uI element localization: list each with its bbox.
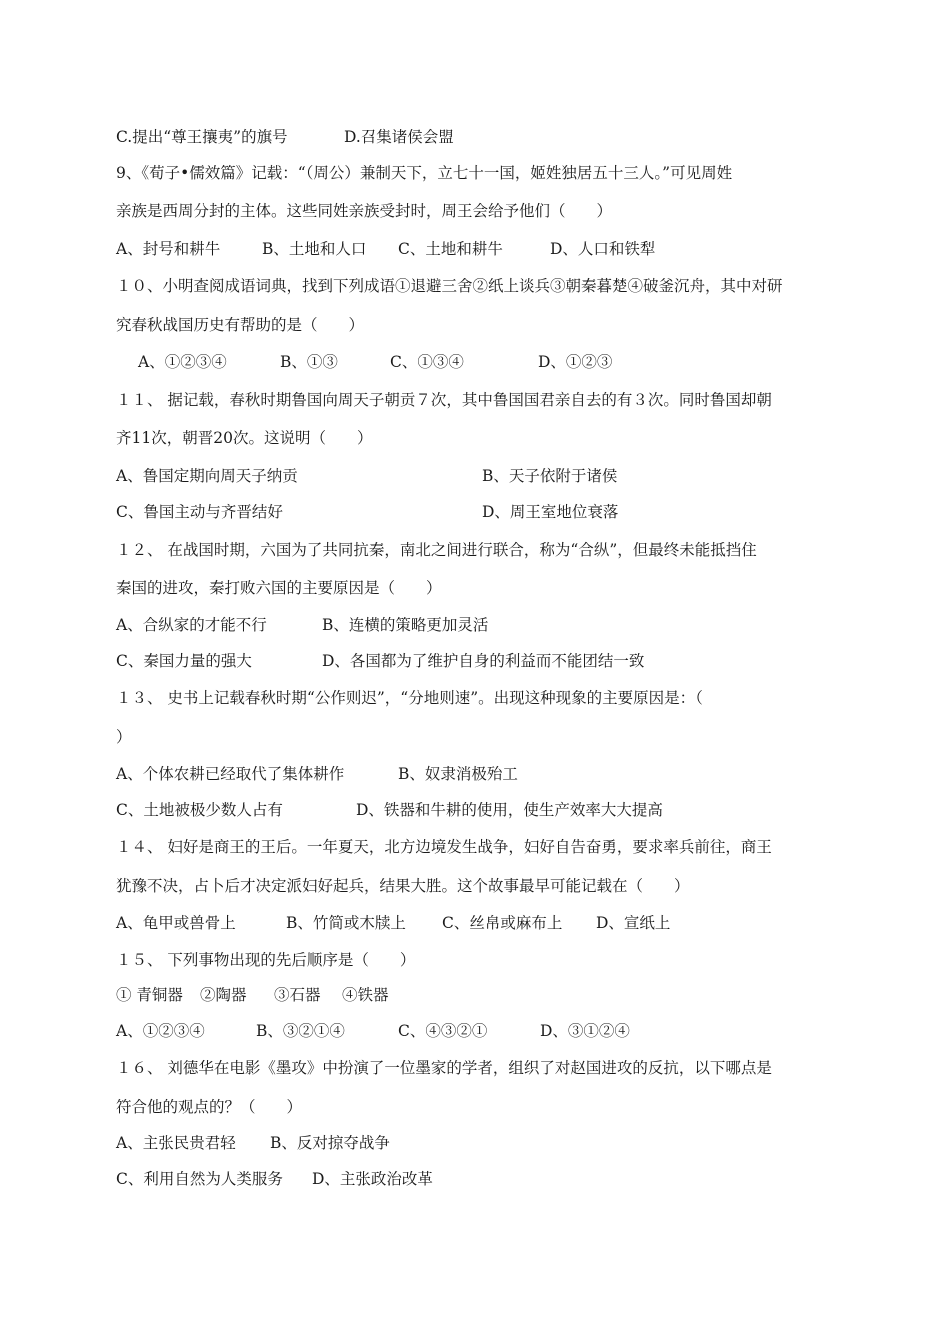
question-12-stem-line-1: １２、 在战国时期，六国为了共同抗秦，南北之间进行联合，称为“合纵”，但最终未能抵挡住 (116, 541, 757, 559)
question-14-stem-line-2: 犹豫不决，占卜后才决定派妇好起兵，结果大胜。这个故事最早可能记载在（ ） (116, 877, 690, 895)
question-15-stem: １５、 下列事物出现的先后顺序是（ ） (116, 951, 416, 969)
option-d: D、各国都为了维护自身的利益而不能团结一致 (322, 652, 645, 670)
option-a: A、个体农耕已经取代了集体耕作 (116, 765, 345, 783)
option-a: A、封号和耕牛 (116, 240, 221, 258)
question-13-stem-line-2: ） (116, 728, 132, 746)
option-d: D、周王室地位衰落 (482, 503, 619, 521)
option-b: B、土地和人口 (262, 240, 367, 258)
item-3: ③石器 (274, 986, 321, 1004)
option-a: A、合纵家的才能不行 (116, 616, 267, 634)
option-a: A、①②③④ (138, 353, 227, 371)
option-c: C、丝帛或麻布上 (442, 914, 563, 932)
question-10-stem-line-1: １０、小明查阅成语词典，找到下列成语①退避三舍②纸上谈兵③朝秦暮楚④破釜沉舟，其中对研 (116, 277, 783, 295)
question-11-stem-line-1: １１、 据记载，春秋时期鲁国向周天子朝贡７次，其中鲁国国君亲自去的有３次。同时鲁国却朝 (116, 391, 772, 409)
option-b: B、奴隶消极殆工 (398, 765, 518, 783)
item-2: ②陶器 (200, 986, 247, 1004)
option-b: B、反对掠夺战争 (270, 1134, 390, 1152)
question-12-stem-line-2: 秦国的进攻，秦打败六国的主要原因是（ ） (116, 579, 442, 597)
question-10-stem-line-2: 究春秋战国历史有帮助的是（ ） (116, 316, 365, 334)
option-d: D、③①②④ (540, 1022, 630, 1040)
question-16-stem-line-2: 符合他的观点的？（ ） (116, 1098, 303, 1116)
item-4: ④铁器 (342, 986, 389, 1004)
option-b: B、天子依附于诸侯 (482, 467, 618, 485)
option-c: C、鲁国主动与齐晋结好 (116, 503, 283, 521)
question-13-stem-line-1: １３、 史书上记载春秋时期“公作则迟”，“分地则速”。出现这种现象的主要原因是：（ (116, 689, 703, 707)
option-d: D、铁器和牛耕的使用，使生产效率大大提高 (356, 801, 663, 819)
option-b: B、连横的策略更加灵活 (322, 616, 489, 634)
option-d: D、宣纸上 (596, 914, 671, 932)
option-c: C、利用自然为人类服务 (116, 1170, 283, 1188)
option-c: C.提出“尊王攘夷”的旗号 (116, 128, 288, 146)
option-c: C、土地被极少数人占有 (116, 801, 283, 819)
option-a: A、龟甲或兽骨上 (116, 914, 236, 932)
option-b: B、③②①④ (256, 1022, 345, 1040)
option-d: D、主张政治改革 (312, 1170, 433, 1188)
question-11-stem-line-2: 齐11次，朝晋20次。这说明（ ） (116, 429, 373, 447)
option-c: C、秦国力量的强大 (116, 652, 252, 670)
option-a: A、鲁国定期向周天子纳贡 (116, 467, 298, 485)
question-16-stem-line-1: １６、 刘德华在电影《墨攻》中扮演了一位墨家的学者，组织了对赵国进攻的反抗，以下哪点是 (116, 1059, 772, 1077)
option-c: C、①③④ (390, 353, 464, 371)
question-9-stem-line-2: 亲族是西周分封的主体。这些同姓亲族受封时，周王会给予他们（ ） (116, 202, 613, 220)
option-b: B、①③ (280, 353, 338, 371)
option-d: D、①②③ (538, 353, 613, 371)
option-c: C、④③②① (398, 1022, 488, 1040)
option-a: A、①②③④ (116, 1022, 205, 1040)
option-b: B、竹简或木牍上 (286, 914, 406, 932)
option-d: D、人口和铁犁 (550, 240, 656, 258)
option-c: C、土地和耕牛 (398, 240, 503, 258)
question-14-stem-line-1: １４、 妇好是商王的王后。一年夏天，北方边境发生战争，妇好自告奋勇，要求率兵前往，商王 (116, 838, 772, 856)
option-d: D.召集诸侯会盟 (344, 128, 454, 146)
question-9-stem-line-1: 9、《荀子•儒效篇》记载：“（周公）兼制天下，立七十一国，姬姓独居五十三人。”可见周姓 (116, 164, 733, 182)
option-a: A、主张民贵君轻 (116, 1134, 236, 1152)
item-1: ① 青铜器 (116, 986, 183, 1004)
